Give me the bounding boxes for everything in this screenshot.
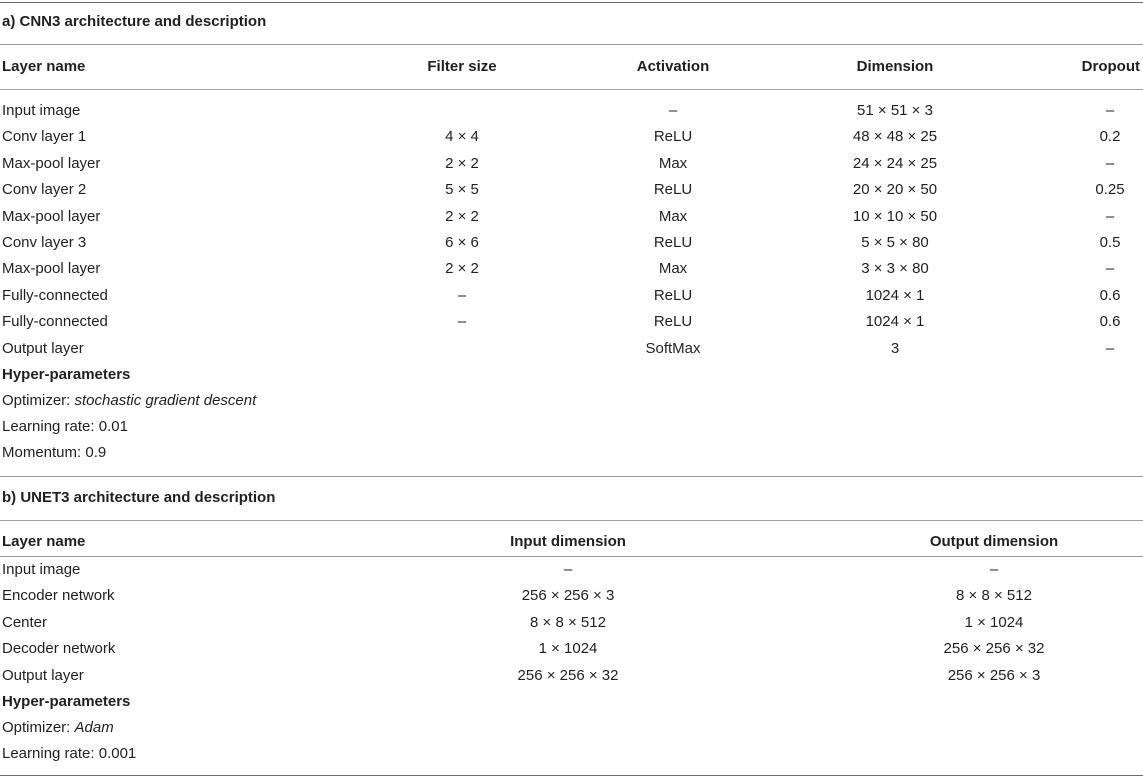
- cell-layer-name: Encoder network: [2, 587, 115, 605]
- section-b-hyper-title: [0, 689, 1143, 715]
- cell-layer-name: Input image: [2, 102, 81, 119]
- table-row: [0, 177, 1143, 203]
- cell-layer-name: Max-pool layer: [2, 207, 101, 225]
- cell-dropout: 0.6: [1099, 313, 1121, 331]
- section-b-title-text: b) UNET3 architecture and description: [2, 489, 276, 506]
- cell-filter-size: –: [457, 313, 467, 331]
- optimizer-label: Optimizer:: [2, 392, 75, 409]
- cell-dimension: 5 × 5 × 80: [861, 234, 929, 251]
- header-input-dimension: Input dimension: [510, 533, 626, 550]
- cell-activation: Max: [658, 207, 688, 225]
- table-row: [0, 283, 1143, 309]
- cell-dimension: 51 × 51 × 3: [857, 102, 933, 119]
- section-a-title: [0, 9, 1143, 35]
- cell-input-dimension: 8 × 8 × 512: [530, 613, 606, 631]
- header-activation: Activation: [636, 58, 710, 75]
- cell-layer-name: Input image: [2, 561, 81, 578]
- cell-dimension: 3 × 3 × 80: [861, 260, 929, 278]
- cell-dimension: 1024 × 1: [865, 313, 925, 331]
- cell-dimension: 20 × 20 × 50: [852, 181, 938, 199]
- cell-input-dimension: –: [563, 561, 573, 578]
- cell-layer-name: Max-pool layer: [2, 260, 101, 278]
- section-b-header-row: [0, 529, 1143, 555]
- cell-layer-name: Max-pool layer: [2, 154, 101, 172]
- cell-layer-name: Fully-connected: [2, 286, 108, 304]
- optimizer-value-b: Adam: [74, 719, 114, 736]
- cell-filter-size: –: [457, 286, 467, 304]
- header-dropout: Dropout: [1081, 58, 1140, 75]
- section-a-title-text: a) CNN3 architecture and description: [2, 13, 267, 30]
- cell-dropout: –: [1105, 207, 1115, 225]
- hyper-title-text: Hyper-parameters: [2, 366, 131, 383]
- cell-activation: ReLU: [653, 181, 693, 199]
- cell-filter-size: 2 × 2: [445, 207, 479, 225]
- cell-layer-name: Conv layer 2: [2, 181, 87, 199]
- cell-filter-size: 6 × 6: [445, 234, 479, 251]
- table-row: [0, 204, 1143, 230]
- cell-activation: ReLU: [653, 313, 693, 331]
- cell-activation: ReLU: [653, 234, 693, 251]
- table-row: [0, 151, 1143, 177]
- momentum-text: Momentum: 0.9: [2, 444, 107, 461]
- cell-output-dimension: 256 × 256 × 32: [943, 640, 1045, 658]
- table-row: [0, 610, 1143, 636]
- header-output-dimension: Output dimension: [929, 533, 1059, 550]
- table-row: [0, 636, 1143, 662]
- section-a-optimizer: [0, 388, 1143, 414]
- table-row: [0, 557, 1143, 583]
- section-a-title-rule: [0, 44, 1143, 45]
- cell-input-dimension: 256 × 256 × 3: [521, 587, 615, 605]
- cell-dimension: 24 × 24 × 25: [852, 154, 938, 172]
- table-row: [0, 336, 1143, 362]
- table-row: [0, 309, 1143, 335]
- cell-activation: ReLU: [653, 128, 693, 146]
- header-layer-name: Layer name: [2, 58, 86, 75]
- learning-rate-text: Learning rate: 0.01: [2, 418, 128, 435]
- cell-dimension: 1024 × 1: [865, 286, 925, 304]
- cell-dimension: 10 × 10 × 50: [852, 207, 938, 225]
- cell-layer-name: Output layer: [2, 666, 84, 684]
- cell-activation: ReLU: [653, 286, 693, 304]
- section-a-hyper-title: [0, 362, 1143, 388]
- optimizer-text: [2, 388, 256, 414]
- cell-filter-size: 4 × 4: [445, 128, 479, 146]
- cell-layer-name: Conv layer 3: [2, 234, 87, 251]
- section-a-header-row: [0, 54, 1143, 80]
- table-row: [0, 256, 1143, 282]
- hyper-title-text-b: Hyper-parameters: [2, 693, 131, 710]
- optimizer-label-b: Optimizer:: [2, 719, 75, 736]
- section-a-learning-rate: [0, 414, 1143, 440]
- table-row: [0, 98, 1143, 124]
- cell-output-dimension: –: [989, 561, 999, 578]
- cell-filter-size: 2 × 2: [445, 154, 479, 172]
- optimizer-text-b: [2, 715, 114, 741]
- cell-filter-size: [362, 336, 562, 362]
- cell-dropout: 0.25: [1095, 181, 1125, 199]
- cell-layer-name: Decoder network: [2, 640, 116, 658]
- table-row: [0, 663, 1143, 689]
- section-b-title-rule: [0, 520, 1143, 521]
- cell-filter-size: 5 × 5: [445, 181, 479, 199]
- cell-filter-size: 2 × 2: [445, 260, 479, 278]
- cell-activation: Max: [658, 154, 688, 172]
- bottom-rule: [0, 775, 1143, 776]
- cell-dimension: 48 × 48 × 25: [852, 128, 938, 146]
- cell-activation: Max: [658, 260, 688, 278]
- cell-dimension: 3: [890, 339, 900, 357]
- section-b-learning-rate: [0, 741, 1143, 767]
- section-b-title: [0, 485, 1143, 511]
- cell-output-dimension: 1 × 1024: [964, 613, 1024, 631]
- cell-layer-name: Output layer: [2, 339, 84, 357]
- cell-output-dimension: 8 × 8 × 512: [956, 587, 1032, 605]
- table-row: [0, 124, 1143, 150]
- header-layer-name-b: Layer name: [2, 533, 86, 550]
- section-a-header-rule: [0, 89, 1143, 90]
- table-row: [0, 230, 1143, 256]
- cell-dropout: –: [1105, 154, 1115, 172]
- cell-layer-name: Conv layer 1: [2, 128, 87, 146]
- cell-input-dimension: 1 × 1024: [538, 640, 598, 658]
- top-rule: [0, 2, 1143, 3]
- header-filter-size: Filter size: [427, 58, 497, 75]
- cell-dropout: –: [1105, 260, 1115, 278]
- cell-dropout: –: [1105, 339, 1115, 357]
- cell-activation: SoftMax: [645, 339, 701, 357]
- cell-filter-size: [362, 98, 562, 124]
- header-dimension: Dimension: [856, 58, 934, 75]
- table-row: [0, 583, 1143, 609]
- cell-activation: –: [668, 102, 678, 119]
- cell-dropout: 0.6: [1099, 286, 1121, 304]
- cell-input-dimension: 256 × 256 × 32: [517, 666, 619, 684]
- cell-dropout: 0.5: [1099, 234, 1121, 251]
- section-b-top-rule: [0, 476, 1143, 477]
- cell-layer-name: Fully-connected: [2, 313, 108, 331]
- cell-dropout: 0.2: [1099, 128, 1121, 146]
- section-a-momentum: [0, 440, 1143, 466]
- optimizer-value: stochastic gradient descent: [74, 392, 257, 409]
- section-b-optimizer: [0, 715, 1143, 741]
- cell-layer-name: Center: [2, 613, 48, 631]
- cell-dropout: –: [1105, 102, 1115, 119]
- learning-rate-text-b: Learning rate: 0.001: [2, 745, 137, 762]
- cell-output-dimension: 256 × 256 × 3: [947, 666, 1041, 684]
